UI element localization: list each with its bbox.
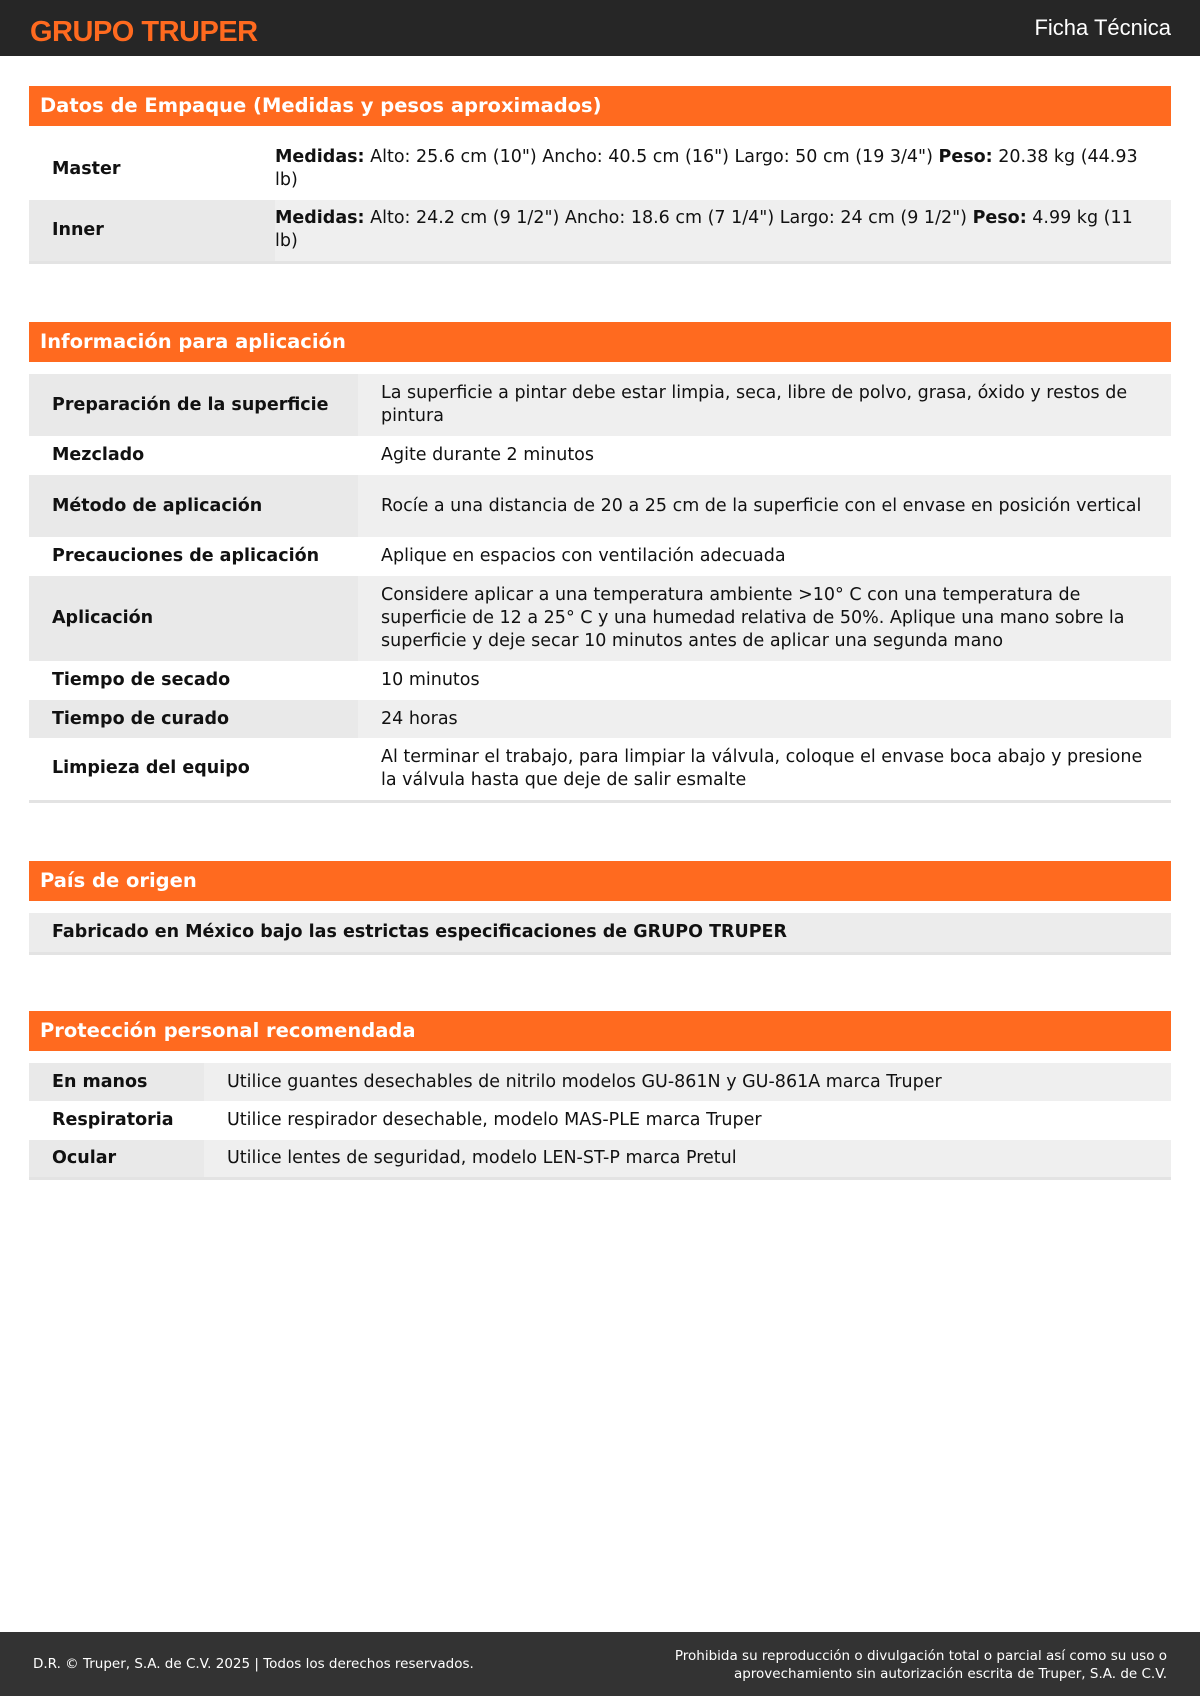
protection-table <box>29 1063 1171 1180</box>
table-row <box>29 1063 1171 1101</box>
table-row <box>29 576 1171 661</box>
row-value: 24 horas <box>358 700 1171 738</box>
grupo-truper-logo: GRUPO TRUPER <box>30 16 258 48</box>
application-section-title: Información para aplicación <box>29 322 1171 362</box>
weight-label: Peso: <box>972 208 1027 229</box>
row-label: Tiempo de secado <box>29 661 358 700</box>
protection-section-title: Protección personal recomendada <box>29 1011 1171 1051</box>
origin-section-title: País de origen <box>29 861 1171 901</box>
page-footer <box>0 1632 1200 1696</box>
origin-section <box>29 861 1171 955</box>
table-row <box>29 661 1171 700</box>
measures-label: Medidas: <box>275 147 365 167</box>
row-value: Aplique en espacios con ventilación adecuada <box>358 537 1171 576</box>
application-section <box>29 322 1171 803</box>
row-label: Método de aplicación <box>29 475 358 537</box>
table-row <box>29 1101 1171 1140</box>
row-value: Utilice respirador desechable, modelo MAS-PLE marca Truper <box>204 1101 1171 1140</box>
packaging-section <box>29 86 1171 264</box>
table-row <box>29 436 1171 475</box>
row-label: Tiempo de curado <box>29 700 358 738</box>
weight-value: 20.38 kg (44.93 lb) <box>275 147 1138 190</box>
row-value: Agite durante 2 minutos <box>358 436 1171 475</box>
legal-notice-line: Prohibida su reproducción o divulgación total o parcial así como su uso o <box>674 1648 1167 1664</box>
table-row <box>29 200 1171 262</box>
row-value <box>275 138 1171 200</box>
origin-text: Fabricado en México bajo las estrictas especificaciones de GRUPO TRUPER <box>29 913 1171 955</box>
row-label: Ocular <box>29 1140 204 1178</box>
top-bar <box>0 0 1200 56</box>
row-label: Precauciones de aplicación <box>29 537 358 576</box>
row-label: Preparación de la superficie <box>29 374 358 436</box>
measures-label: Medidas: <box>275 208 365 229</box>
row-value: Al terminar el trabajo, para limpiar la válvula, coloque el envase boca abajo y presione la válvula hasta que deje de salir esmalte <box>358 738 1171 801</box>
weight-label: Peso: <box>938 147 993 167</box>
application-table <box>29 374 1171 803</box>
packaging-section-title: Datos de Empaque (Medidas y pesos aproximados) <box>29 86 1171 126</box>
measures-value: Alto: 24.2 cm (9 1/2") Ancho: 18.6 cm (7 1/4") Largo: 24 cm (9 1/2") <box>370 208 967 229</box>
table-row <box>29 537 1171 576</box>
table-row <box>29 1140 1171 1178</box>
protection-section <box>29 1011 1171 1180</box>
table-row <box>29 475 1171 537</box>
table-row <box>29 374 1171 436</box>
row-label: Aplicación <box>29 576 358 661</box>
table-row <box>29 738 1171 801</box>
row-label: Respiratoria <box>29 1101 204 1140</box>
document-title: Ficha Técnica <box>1034 15 1171 40</box>
row-label: Mezclado <box>29 436 358 475</box>
packaging-table <box>29 138 1171 264</box>
row-value: Considere aplicar a una temperatura ambiente >10° C con una temperatura de superficie de 12 a 25° C y una humedad relativa de 50%. Aplique una mano sobre la superficie y deje secar 10 minutos antes de aplicar una segunda mano <box>358 576 1171 661</box>
table-row <box>29 700 1171 738</box>
measures-value: Alto: 25.6 cm (10") Ancho: 40.5 cm (16") Largo: 50 cm (19 3/4") <box>370 147 933 167</box>
row-value: Utilice guantes desechables de nitrilo modelos GU-861N y GU-861A marca Truper <box>204 1063 1171 1101</box>
row-value: La superficie a pintar debe estar limpia, seca, libre de polvo, grasa, óxido y restos de pintura <box>358 374 1171 436</box>
row-label: Limpieza del equipo <box>29 738 358 801</box>
legal-notice <box>607 1647 1167 1683</box>
row-value <box>275 200 1171 262</box>
table-row <box>29 138 1171 200</box>
row-value: 10 minutos <box>358 661 1171 700</box>
row-label: Master <box>29 138 275 200</box>
row-label: Inner <box>29 200 275 262</box>
row-value: Utilice lentes de seguridad, modelo LEN-ST-P marca Pretul <box>204 1140 1171 1178</box>
copyright-text: D.R. © Truper, S.A. de C.V. 2025 | Todos los derechos reservados. <box>33 1656 474 1672</box>
row-value: Rocíe a una distancia de 20 a 25 cm de la superficie con el envase en posición vertical <box>358 475 1171 537</box>
weight-value: 4.99 kg (11 lb) <box>275 208 1133 252</box>
row-label: En manos <box>29 1063 204 1101</box>
legal-notice-line: aprovechamiento sin autorización escrita de Truper, S.A. de C.V. <box>733 1666 1167 1682</box>
